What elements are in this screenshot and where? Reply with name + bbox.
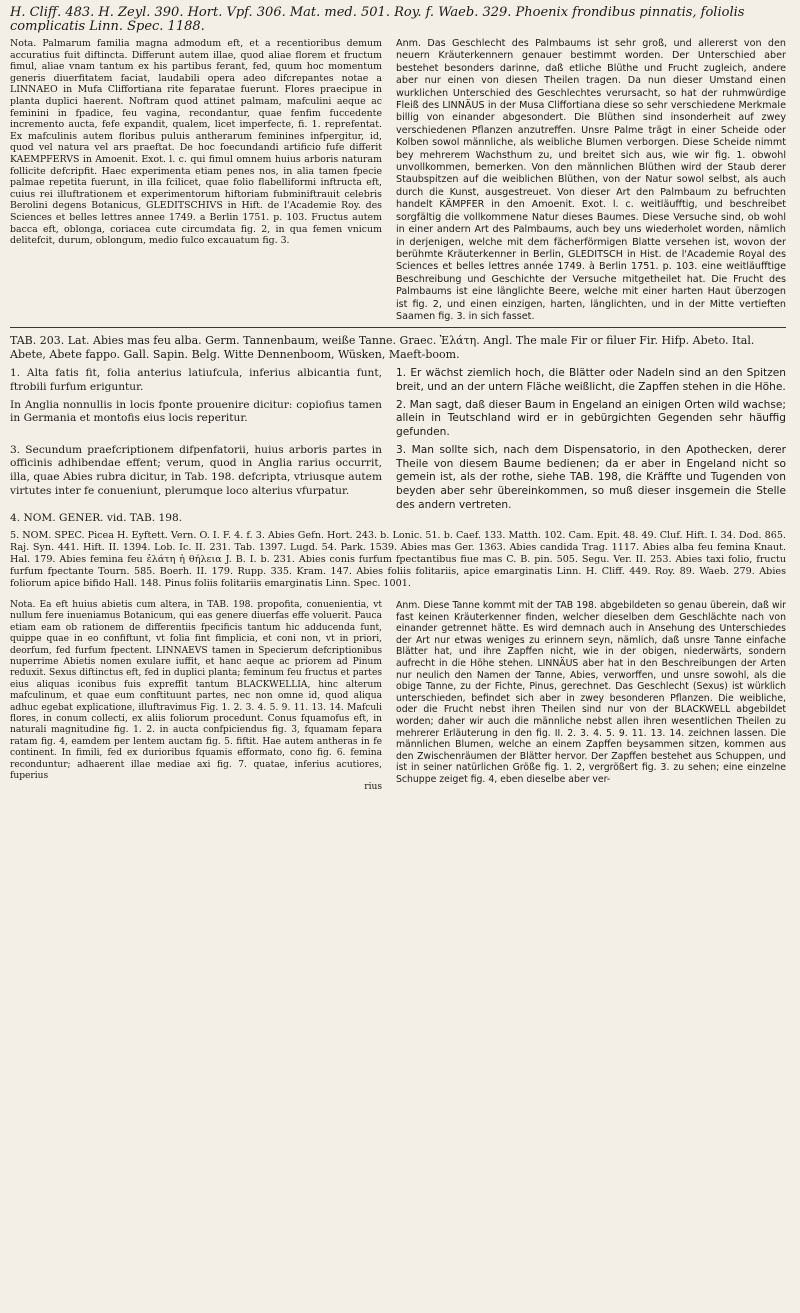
palm-note-latin: Nota. Palmarum familia magna admodum eft, et a recentioribus demum accuratius fuit diftincta. Differunt autem illae, quod aliae florem et fructum fimul, aliae vnam tantum ex his partibus ferant, fed, quum hoc momentum generis diuerfitatem faciat, laudabili opera adeo difcrepantes notae a LINNAEO in Mufa Cliffortiana rite feparatae fuerunt. Flores praecipue in planta duplici haerent. Noftram quod attinet palmam, mafculini aeque ac feminini in fpadice, feu vagina, recondantur, quae fenfim fuccedente incremento aucta, fefe expandit, qualem, licet imperfecte, fi. 1. reprefentat. Ex mafculinis autem floribus puluis antherarum feminines infpergitur, id, quod vel natura vel ars praeftat. De hoc foecundandi artificio fufe differit KAEMPFERVS in Amoenit. Exot. l. c. qui fimul omnem huius arboris naturam follicite defcripfit. Haec experimenta etiam penes nos, in alia tamen fpecie palmae repetita fuerunt, in illa fcilicet, quae folio flabelliformi inftructa eft, cuius rei illuftrationem et experimentorum hiftoriam fubminiftrauit celebris Berolini degens Botanicus, GLEDITSCHIVS in Hift. de l'Academie Roy. des Sciences et belles lettres annee 1749. a Berlin 1751. p. 103. Fructus autem bacca eft, oblonga, coriacea cute circumdata fig. 2, in qua femen vnicum delitefcit, durum, oblongum, medio fulco excauatum fig. 3. <box>10 38 382 247</box>
catchword: rius <box>364 782 382 793</box>
section-divider <box>10 327 786 328</box>
abies-note-latin: Nota. Ea eft huius abietis cum altera, in TAB. 198. propofita, conuenientia, vt nullum fere inueniamus Botanicum, qui eas genere diuerfas effe voluerit. Pauca etiam eam ob rationem de differentiis fpecificis tantum hic adducenda funt, quippe quae in eo confiftunt, vt folia fint fimplicia, et coni non, vt in priori, deorfum, fed furfum fpectent. LINNAEVS tamen in Specierum defcriptionibus nuperrime Abietis nomen exulare iuffit, et hanc aeque ac priorem ad Pinum reduxit. Sexus diftinctus eft, fed in duplici planta; feminum feu fructus et partes eius aliquas iconibus fuis expreffit tantum BLACKWELLIA, hinc alterum mafculinum, et quae eum conftituunt partes, nec non omne id, quod aliqua adhuc egebat explicatione, illuftravimus Fig. 1. 2. 3. 4. 5. 9. 11. 13. 14. Mafculi flores, in conum collecti, ex aliis foliorum procedunt. Conus fquamofus eft, in naturali magnitudine fig. 1. 2. in aucta confpiciendus fig. 3, fquamam fepara ratam fig. 4, eamdem per lentem auctam fig. 5. fiftit. Hae autem antheras in fe continent. In fimili, fed ex durioribus fquamis efformato, cono fig. 6. femina reconduntur; adhaerent illae mediae axi fig. 7. quatae, inferius acutiores, fuperius <box>10 599 382 782</box>
paragraph-3-latin: 3. Secundum praefcriptionem difpenfatorii, huius arboris partes in officinis adhibendae effent; verum, quod in Anglia rarius occurrit, illa, quae Abies rubra dicitur, in Tab. 198. defcripta, vtriusque autem virtutes inter fe conueniunt, plerumque loco alterius vfurpatur. <box>10 443 382 497</box>
paragraph-1-german: 1. Er wächst ziemlich hoch, die Blätter oder Nadeln sind an den Spitzen breit, und an der untern Fläche weißlicht, die Zapffen stehen in die Höhe. <box>396 367 786 394</box>
palm-note-german: Anm. Das Geschlecht des Palmbaums ist sehr groß, und allererst von den neuern Kräuterkennern genauer bestimmt worden. Der Unterschied aber bestehet besonders darinne, daß etliche Blüthe und Frucht zugleich, andere aber nur einen von diesen Theilen tragen. Da nun dieser Umstand einen wurklichen Unterschied des Geschlechtes verursacht, so hat der ruhmwürdige Fleiß des LINNÄUS in der Musa Cliffortiana diese so sehr verschiedene Merkmale billig von einander abgesondert. Die Blüthen sind insonderheit auf zwey verschiedenen Pflanzen anzutreffen. Unsre Palme trägt in einer Scheide oder Kolben sowol männliche, als weibliche Blumen verborgen. Diese Scheide nimmt bey mehrerem Wachsthum zu, und breitet sich aus, wie wir fig. 1. obwohl unvollkommen, bemerken. Von den männlichen Blüthen wird der Staub derer Staubspitzen auf die weiblichen Blüthen, von der Natur sowol selbst, als auch durch die Kunst, ausgestreuet. Von dieser Art den Palmbaum zu befruchten handelt KÄMPFER in den Amoenit. Exot. l. c. weitläufftig, und beschreibet sorgfältig die vollkommene Natur dieses Baumes. Diese Versuche sind, ob wohl in einer andern Art des Palmbaums, auch bey uns wiederholet worden, nämlich in derjenigen, welche mit dem fächerförmigen Blatte versehen ist, wovon der berühmte Kräuterkenner in Berlin, GLEDITSCH in Hist. de l'Academie Royal des Sciences et belles lettres année 1749. à Berlin 1751. p. 103. eine weitläufftige Beschreibung und Geschichte der Versuche mitgetheilet hat. Die Frucht des Palmbaums ist eine länglichte Beere, welche mit einer harten Haut überzogen ist fig. 2, und einen einzigen, harten, länglichten, und in der Mitte vertieften Saamen fig. 3. in sich fasset. <box>396 38 786 322</box>
paragraph-2-german: 2. Man sagt, daß dieser Baum in Engeland an einigen Orten wild wachse; allein in Teutschland wird er in gebürgichten Gegenden sehr häuffig gefunden. <box>396 398 786 439</box>
paragraph-2-latin: In Anglia nonnullis in locis fponte prouenire dicitur: copiofius tamen in Germania et montofis eius locis reperitur. <box>10 398 382 425</box>
paragraph-3-german: 3. Man sollte sich, nach dem Dispensatorio, in den Apothecken, derer Theile von diesem Baume bedienen; da er aber in Engeland nicht so gemein ist, als der rothe, siehe TAB. 198, die Kräffte und Tugenden von beyden aber sehr übereinkommen, so muß dieser insgemein die Stelle des andern vertreten. <box>396 443 786 511</box>
paragraph-1-latin: 1. Alta fatis fit, folia anterius latiufcula, inferius albicantia funt, ftrobili furfum eriguntur. <box>10 367 382 393</box>
description-paragraph-2 <box>10 399 786 440</box>
description-paragraph-3 <box>10 444 786 513</box>
abies-note-german: Anm. Diese Tanne kommt mit der TAB 198. abgebildeten so genau überein, daß wir fast keinen Kräuterkenner finden, welcher dieselben dem Geschlächte nach von einander getrennet hätte. Es wird demnach auch in Ansehung des Unterschiedes der Art nur etwas weniges zu erinnern seyn, nämlich, daß unsre Tanne einfache Blätter hat, und ihre Zapffen nicht, wie in der obigen, niederwärts, sondern aufrecht in die Höhe stehen. LINNÄUS aber hat in den Beschreibungen der Arten nur neulich den Namen der Tanne, Abies, verworffen, und unsre sowohl, als die obige Tanne, zu der Fichte, Pinus, gerechnet. Das Geschlecht (Sexus) ist würklich unterschieden, befindet sich aber in zwey besonderen Pflanzen. Die weibliche, oder die Frucht nebst ihren Theilen sind nur von der BLACKWELL abgebildet worden; daher wir auch die männliche nebst allen ihren wesentlichen Theilen zu mehrerer Erläuterung in den fig. II. 2. 3. 4. 5. 9. 11. 13. 14. zeichnen lassen. Die männlichen Blumen, welche an einem Zapffen beysammen sitzen, kommen aus den Zwischenräumen der Blätter hervor. Der Zapffen bestehet aus Schuppen, und ist in seiner natürlichen Größe fig. 1. 2, vergrößert fig. 3. zu sehen; eine einzelne Schuppe zeiget fig. 4, eben dieselbe aber ver- <box>396 599 786 785</box>
nom-gener-line: 4. NOM. GENER. vid. TAB. 198. <box>10 512 183 525</box>
abies-notes <box>10 600 786 794</box>
tab-203-heading: TAB. 203. Lat. Abies mas feu alba. Germ. Tannenbaum, weiße Tanne. Graec. Ἐλάτη. Angl. The male Fir or filuer Fir. Hifp. Abeto. Ital. Abete, Abete fappo. Gall. Sapin. Belg. Witte Dennenboom, Wüsken, Maeft-boom. <box>10 334 755 361</box>
description-paragraph-1 <box>10 367 786 394</box>
nom-spec-synonyms: 5. NOM. SPEC. Picea H. Eyftett. Vern. O. I. F. 4. f. 3. Abies Gefn. Hort. 243. b. Lonic. 51. b. Caef. 133. Matth. 102. Cam. Epit. 48. 49. Cluf. Hift. I. 34. Dod. 865. Raj. Syn. 441. Hift. II. 1394. Lob. Ic. II. 231. Tab. 1397. Lugd. 54. Park. 1539. Abies mas Ger. 1363. Abies candida Trag. 1117. Abies alba feu femina Knaut. Hal. 179. Abies femina feu ἐλάτη ἡ θήλεια J. B. I. b. 231. Abies conis furfum fpectantibus fiue mas C. B. pin. 505. Segu. Ver. II. 253. Abies taxi folio, fructu furfum fpectante Tourn. 585. Boerh. II. 179. Rupp. 335. Kram. 147. Abies foliis folitariis, apice emarginatis Linn. H. Cliff. 449. Roy. 89. Waeb. 279. Abies foliorum apice bifido Hall. 148. Pinus foliis folitariis emarginatis Linn. Spec. 1001. <box>10 529 786 589</box>
phoenix-references: H. Cliff. 483. H. Zeyl. 390. Hort. Vpf. 306. Mat. med. 501. Roy. f. Waeb. 329. Phoenix frondibus pinnatis, foliolis complicatis Linn. Spec. 1188. <box>10 5 745 34</box>
palm-notes <box>10 38 786 323</box>
